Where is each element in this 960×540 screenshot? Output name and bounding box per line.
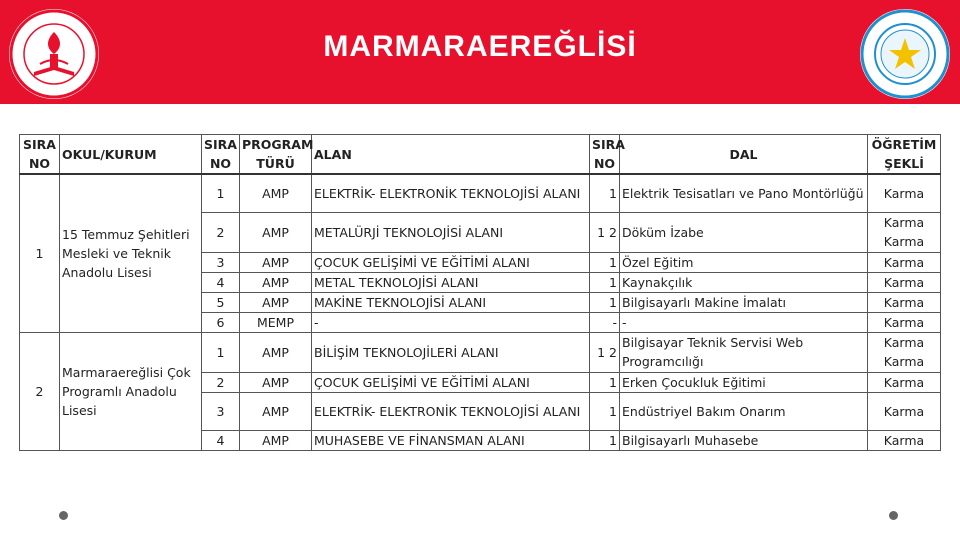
header-okul: OKUL/KURUM (60, 135, 202, 175)
ogretim-sekli-cell: Karma (868, 430, 941, 450)
page-title: MARMARAEREĞLİSİ (323, 30, 637, 63)
ogretim-sekli-cell: Karma (868, 392, 941, 430)
programs-table (19, 134, 941, 451)
header-program-turu: PROGRAM TÜRÜ (240, 135, 312, 175)
slide-dot-left (59, 511, 68, 520)
table-row (20, 332, 941, 372)
ogretim-sekli-cell: Karma (868, 272, 941, 292)
dal-cell: Erken Çocukluk Eğitimi (620, 372, 868, 392)
program-type: AMP (240, 272, 312, 292)
school-no: 1 (20, 174, 60, 332)
dal-sira-no: 1 (590, 392, 620, 430)
program-sira-no: 2 (202, 212, 240, 252)
dal-cell: Bilgisayar Teknik Servisi Web Programcılığı (620, 332, 868, 372)
school-name: 15 Temmuz Şehitleri Mesleki ve Teknik Anadolu Lisesi (60, 174, 202, 332)
header-dal: DAL (620, 135, 868, 175)
school-name: Marmaraereğlisi Çok Programlı Anadolu Lisesi (60, 332, 202, 450)
dal-sira-no: 1 (590, 372, 620, 392)
program-type: AMP (240, 332, 312, 372)
program-type: AMP (240, 252, 312, 272)
alan-cell: METALÜRJİ TEKNOLOJİSİ ALANI (312, 212, 590, 252)
dal-sira-no: 1 (590, 292, 620, 312)
header-sira-no: SIRA NO (20, 135, 60, 175)
alan-cell: - (312, 312, 590, 332)
alan-cell: METAL TEKNOLOJİSİ ALANI (312, 272, 590, 292)
program-type: AMP (240, 174, 312, 212)
program-sira-no: 3 (202, 392, 240, 430)
ogretim-sekli-cell: Karma (868, 174, 941, 212)
ogretim-sekli-cell: Karma (868, 372, 941, 392)
program-type: MEMP (240, 312, 312, 332)
dal-sira-no: 1 (590, 252, 620, 272)
dal-cell: Endüstriyel Bakım Onarım (620, 392, 868, 430)
dal-cell: Kaynakçılık (620, 272, 868, 292)
header-sira-no-2: SIRA NO (202, 135, 240, 175)
dal-cell: - (620, 312, 868, 332)
program-sira-no: 5 (202, 292, 240, 312)
alan-cell: ÇOCUK GELİŞİMİ VE EĞİTİMİ ALANI (312, 372, 590, 392)
dal-sira-no: 1 2 (590, 212, 620, 252)
table-header-row (20, 135, 941, 175)
dal-sira-no: 1 2 (590, 332, 620, 372)
header-sira-no-3: SIRA NO (590, 135, 620, 175)
ogretim-sekli-cell: Karma (868, 292, 941, 312)
header-ogretim-sekli: ÖĞRETİM ŞEKLİ (868, 135, 941, 175)
dal-sira-no: 1 (590, 272, 620, 292)
program-type: AMP (240, 212, 312, 252)
alan-cell: ÇOCUK GELİŞİMİ VE EĞİTİMİ ALANI (312, 252, 590, 272)
table-row (20, 174, 941, 212)
ogretim-sekli-cell: Karma (868, 312, 941, 332)
dal-cell: Bilgisayarlı Muhasebe (620, 430, 868, 450)
alan-cell: ELEKTRİK- ELEKTRONİK TEKNOLOJİSİ ALANI (312, 392, 590, 430)
dal-cell: Bilgisayarlı Makine İmalatı (620, 292, 868, 312)
program-sira-no: 1 (202, 332, 240, 372)
header-alan: ALAN (312, 135, 590, 175)
program-sira-no: 2 (202, 372, 240, 392)
alan-cell: ELEKTRİK- ELEKTRONİK TEKNOLOJİSİ ALANI (312, 174, 590, 212)
dal-sira-no: 1 (590, 174, 620, 212)
dal-sira-no: 1 (590, 430, 620, 450)
program-sira-no: 4 (202, 272, 240, 292)
program-sira-no: 6 (202, 312, 240, 332)
directorate-logo (857, 6, 953, 102)
title-banner (0, 0, 960, 104)
program-sira-no: 4 (202, 430, 240, 450)
program-type: AMP (240, 430, 312, 450)
dal-cell: Döküm İzabe (620, 212, 868, 252)
program-type: AMP (240, 292, 312, 312)
slide-dot-right (889, 511, 898, 520)
dal-sira-no: - (590, 312, 620, 332)
program-sira-no: 1 (202, 174, 240, 212)
alan-cell: BİLİŞİM TEKNOLOJİLERİ ALANI (312, 332, 590, 372)
ogretim-sekli-cell: Karma (868, 252, 941, 272)
dal-cell: Elektrik Tesisatları ve Pano Montörlüğü (620, 174, 868, 212)
school-no: 2 (20, 332, 60, 450)
dal-cell: Özel Eğitim (620, 252, 868, 272)
program-type: AMP (240, 372, 312, 392)
alan-cell: MUHASEBE VE FİNANSMAN ALANI (312, 430, 590, 450)
ogretim-sekli-cell: Karma Karma (868, 212, 941, 252)
alan-cell: MAKİNE TEKNOLOJİSİ ALANI (312, 292, 590, 312)
program-sira-no: 3 (202, 252, 240, 272)
program-type: AMP (240, 392, 312, 430)
ogretim-sekli-cell: Karma Karma (868, 332, 941, 372)
